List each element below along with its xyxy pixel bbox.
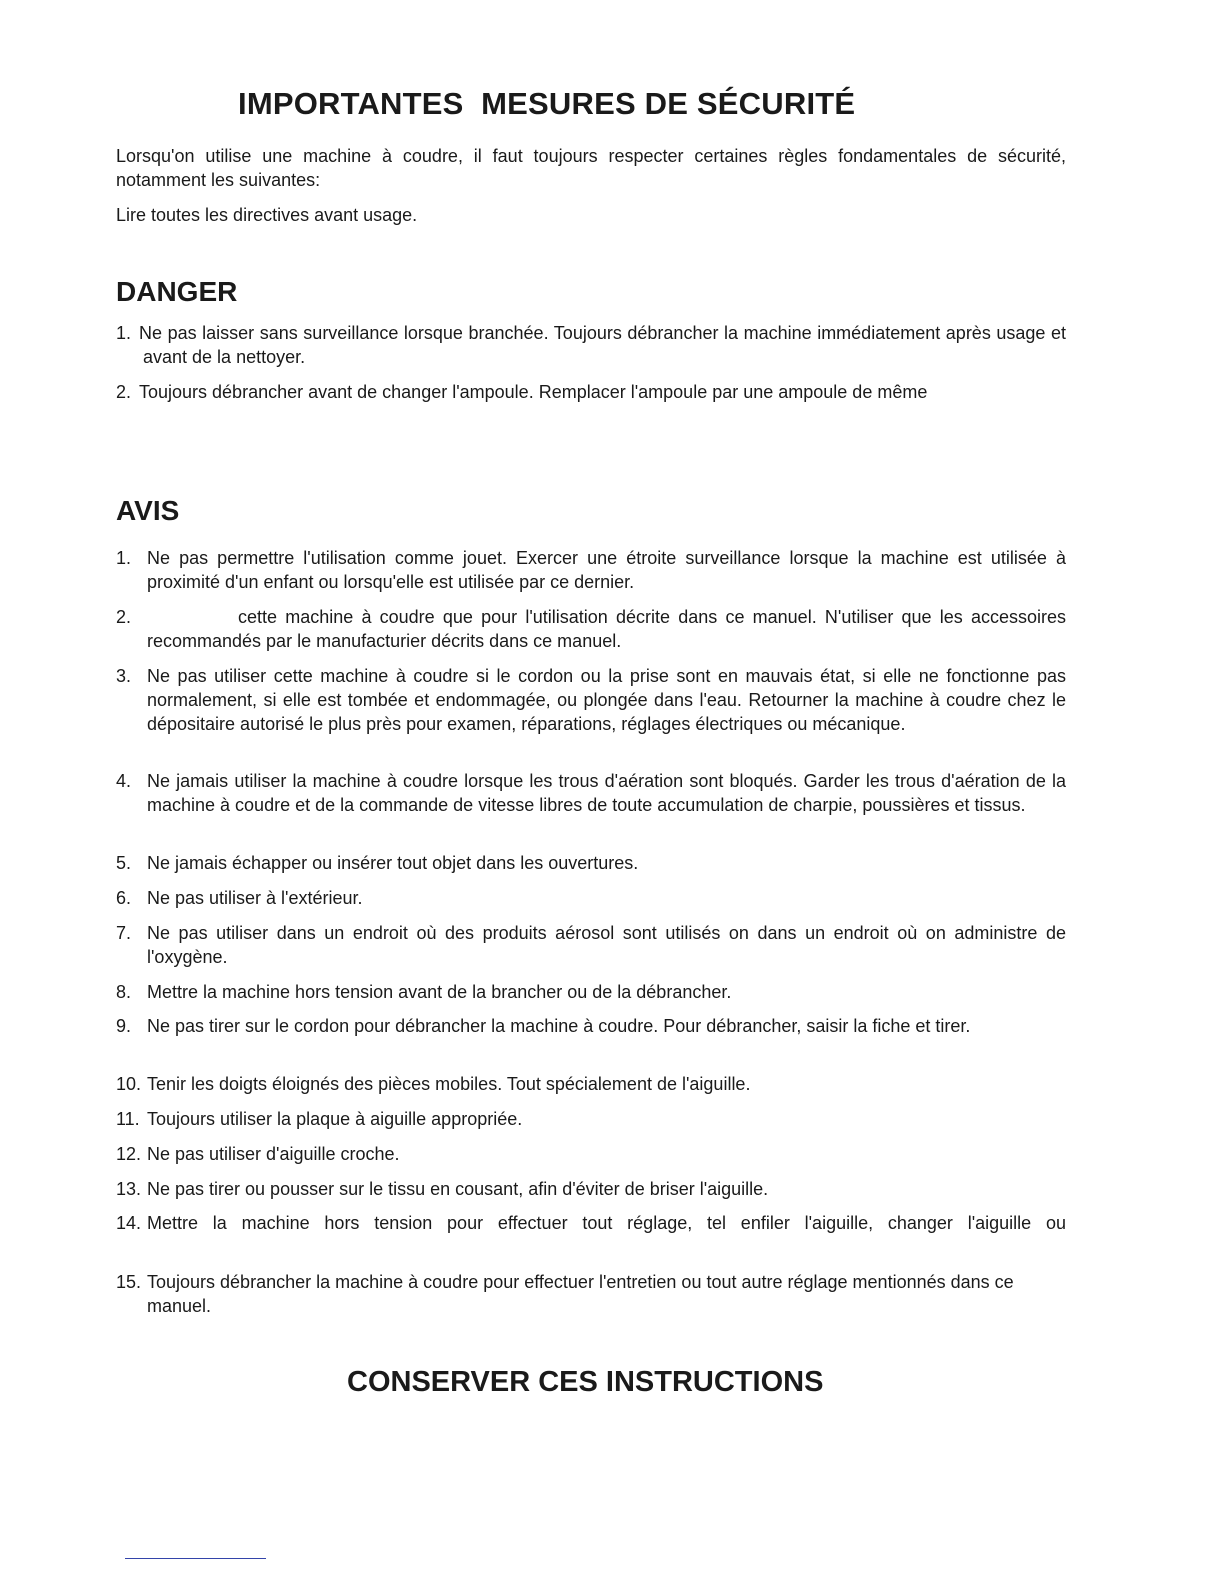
avis-item — [116, 1270, 1066, 1318]
avis-item — [116, 605, 1066, 653]
item-text: Ne pas laisser sans surveillance lorsque branchée. Toujours débrancher la machine immédiatement après usage et avant de la nettoyer. — [139, 323, 1066, 367]
avis-item — [116, 1177, 1066, 1201]
item-number: 11. — [116, 1109, 140, 1129]
item-text: Ne jamais échapper ou insérer tout objet dans les ouvertures. — [147, 853, 639, 873]
avis-item — [116, 1142, 1066, 1166]
item-text: Ne pas utiliser dans un endroit où des produits aérosol sont utilisés on dans un endroit où on administre de l'oxygène. — [147, 923, 1066, 967]
avis-item — [116, 664, 1066, 736]
read-instructions-note: Lire toutes les directives avant usage. — [116, 205, 418, 225]
item-number: 3. — [116, 666, 132, 686]
item-number: 9. — [116, 1016, 132, 1036]
item-number: 2. — [116, 382, 132, 402]
page-title: IMPORTANTES MESURES DE SÉCURITÉ — [238, 86, 856, 121]
avis-item — [116, 886, 1066, 910]
item-text: Ne pas utiliser d'aiguille croche. — [147, 1144, 400, 1164]
item-text: Mettre la machine hors tension pour effectuer tout réglage, tel enfiler l'aiguille, changer l'aiguille ou — [147, 1213, 1066, 1233]
item-number: 1. — [116, 323, 132, 343]
item-number: 10. — [116, 1074, 142, 1094]
item-text: Ne pas utiliser à l'extérieur. — [147, 888, 363, 908]
avis-item — [116, 921, 1066, 969]
item-number: 7. — [116, 923, 132, 943]
item-number: 4. — [116, 771, 132, 791]
item-text: Ne pas permettre l'utilisation comme jouet. Exercer une étroite surveillance lorsque la machine est utilisée à proximité d'un enfant ou lorsqu'elle est utilisée par ce dernier. — [147, 548, 1066, 592]
avis-item — [116, 1107, 1066, 1131]
intro-paragraph: Lorsqu'on utilise une machine à coudre, il faut toujours respecter certaines règles fondamentales de sécurité, notamment les suivantes: — [116, 146, 1066, 190]
item-text: Toujours utiliser la plaque à aiguille appropriée. — [147, 1109, 523, 1129]
danger-heading: DANGER — [116, 276, 238, 307]
footnote-divider — [125, 1558, 266, 1559]
avis-heading: AVIS — [116, 495, 180, 526]
avis-item — [116, 1072, 1066, 1096]
item-number: 15. — [116, 1272, 142, 1292]
item-number: 2. — [116, 607, 132, 627]
item-text: Tenir les doigts éloignés des pièces mobiles. Tout spécialement de l'aiguille. — [147, 1074, 751, 1094]
closing-heading: CONSERVER CES INSTRUCTIONS — [347, 1366, 824, 1398]
item-text: Toujours débrancher la machine à coudre pour effectuer l'entretien ou tout autre réglage mentionnés dans ce manuel. — [147, 1272, 1014, 1316]
avis-item — [116, 980, 1066, 1004]
item-number: 13. — [116, 1179, 142, 1199]
danger-item — [116, 380, 1066, 404]
avis-item — [116, 1211, 1066, 1235]
item-text: Ne pas utiliser cette machine à coudre si le cordon ou la prise sont en mauvais état, si elle ne fonctionne pas normalement, si elle est tombée et endommagée, ou plongée dans l'eau. Retourner la machine à coudre chez le dépositaire autorisé le plus près pour examen, réparations, réglages électriques ou mécanique. — [147, 666, 1066, 734]
item-number: 6. — [116, 888, 132, 908]
item-text: Mettre la machine hors tension avant de la brancher ou de la débrancher. — [147, 982, 732, 1002]
item-text: Toujours débrancher avant de changer l'ampoule. Remplacer l'ampoule par une ampoule de même — [139, 382, 928, 402]
item-text: Ne pas tirer ou pousser sur le tissu en cousant, afin d'éviter de briser l'aiguille. — [147, 1179, 769, 1199]
item-number: 1. — [116, 548, 132, 568]
item-number: 12. — [116, 1144, 142, 1164]
danger-item — [116, 321, 1066, 369]
item-text: cette machine à coudre que pour l'utilisation décrite dans ce manuel. N'utiliser que les accessoires recommandés par le manufacturier décrits dans ce manuel. — [147, 607, 1066, 651]
item-text: Ne pas tirer sur le cordon pour débrancher la machine à coudre. Pour débrancher, saisir la fiche et tirer. — [147, 1016, 971, 1036]
item-number: 8. — [116, 982, 132, 1002]
avis-item — [116, 1014, 1066, 1038]
avis-item — [116, 546, 1066, 594]
item-number: 5. — [116, 853, 132, 873]
avis-item — [116, 851, 1066, 875]
avis-item — [116, 769, 1066, 817]
item-text: Ne jamais utiliser la machine à coudre lorsque les trous d'aération sont bloqués. Garder les trous d'aération de la machine à coudre et de la commande de vitesse libres de toute accumulation de charpie, poussières et tissus. — [147, 771, 1066, 815]
item-number: 14. — [116, 1213, 142, 1233]
